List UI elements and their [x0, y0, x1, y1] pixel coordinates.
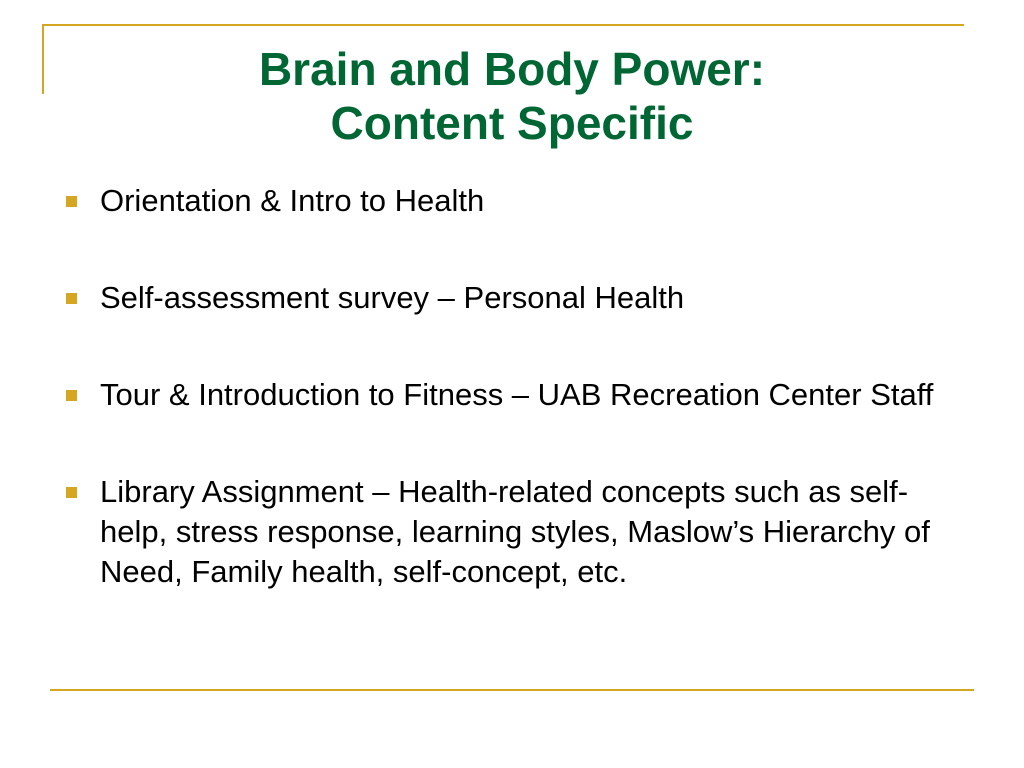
bullet-item: [64, 278, 964, 318]
bullet-list: [64, 181, 964, 592]
slide-title: [44, 42, 980, 150]
square-bullet-icon: [66, 390, 77, 401]
bullet-item: [64, 375, 964, 415]
square-bullet-icon: [66, 487, 77, 498]
title-line-2: Content Specific: [330, 97, 694, 149]
square-bullet-icon: [66, 196, 77, 207]
bullet-text: Self-assessment survey – Personal Health: [100, 280, 685, 315]
top-rule: [42, 24, 964, 26]
bottom-rule: [50, 689, 974, 691]
bullet-item: [64, 181, 964, 221]
bullet-text: Library Assignment – Health-related concepts such as self-help, stress response, learning styles, Maslow’s Hierarchy of Need, Family health, self-concept, etc.: [100, 474, 930, 589]
bullet-text: Tour & Introduction to Fitness – UAB Recreation Center Staff: [100, 377, 934, 412]
title-line-1: Brain and Body Power:: [258, 43, 766, 95]
bullet-item: [64, 472, 964, 592]
bullet-text: Orientation & Intro to Health: [100, 183, 485, 218]
square-bullet-icon: [66, 293, 77, 304]
